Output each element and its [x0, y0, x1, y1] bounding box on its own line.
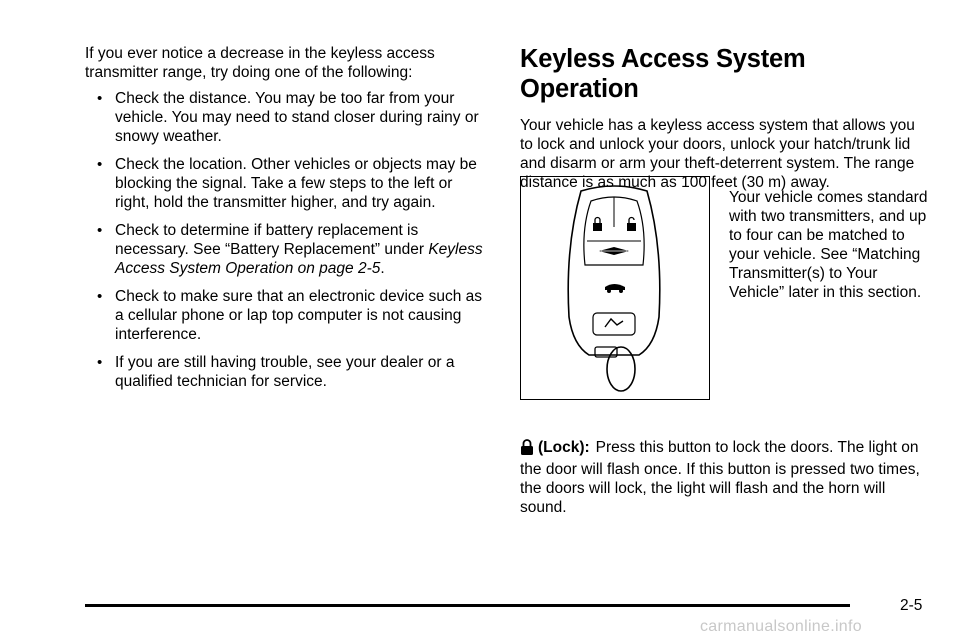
list-item [85, 155, 485, 212]
list-item [85, 89, 485, 146]
list-item [85, 287, 485, 344]
lock-icon [593, 218, 602, 232]
troubleshooting-list [85, 89, 485, 391]
range-intro: If you ever notice a decrease in the keyless access transmitter range, try doing one of the following: [85, 45, 435, 81]
panic-button-icon [605, 319, 623, 327]
key-fob-figure [520, 176, 710, 400]
bullet-text: Check to determine if battery replacement is necessary. See “Battery Replacement” under [115, 222, 425, 258]
lock-label: (Lock): [538, 438, 590, 456]
lock-icon [520, 439, 534, 460]
section-intro: Your vehicle has a keyless access system that allows you to lock and unlock your doors, unlock your hatch/trunk lid and disarm or arm your theft-deterrent system. The range distance is as much as 100 feet (30 m) away. [520, 117, 915, 191]
bullet-icon: • [97, 288, 103, 305]
lock-text: Press this button to lock the doors. The light on the door will flash once. If this button is pressed two times, the doors will lock, the light will flash and the horn will sound. [520, 438, 920, 516]
bullet-text: If you are still having trouble, see your dealer or a qualified technician for service. [115, 354, 455, 390]
left-column [85, 44, 485, 400]
list-item [85, 353, 485, 391]
key-ring-icon [607, 347, 635, 391]
trunk-button-icon [605, 284, 625, 293]
list-item [85, 221, 485, 278]
bullet-text: Check the distance. You may be too far from your vehicle. You may need to stand closer during rainy or snowy weather. [115, 90, 479, 145]
page-number: 2-5 [900, 597, 923, 614]
section-heading: Keyless Access System Operation [520, 45, 806, 103]
watermark: carmanualsonline.info [700, 618, 862, 635]
lock-button-description [520, 438, 930, 517]
panic-button-outline [593, 313, 635, 335]
bullet-text: Check to make sure that an electronic device such as a cellular phone or lap top computer is not causing interference. [115, 288, 483, 343]
page-reference-link[interactable]: Keyless Access System Operation on page 2-5 [115, 241, 483, 277]
unlock-icon [627, 218, 636, 232]
key-fob-illustration [521, 177, 708, 398]
emblem-icon [599, 247, 629, 255]
footer-divider [85, 604, 850, 607]
figure-caption: Your vehicle comes standard with two transmitters, and up to four can be matched to your vehicle. See “Matching Transmitter(s) to Your Vehicle” later in this section. [729, 188, 928, 301]
bullet-icon: • [97, 222, 103, 239]
bullet-text: Check the location. Other vehicles or objects may be blocking the signal. Take a few steps to the left or right, hold the transmitter higher, and try again. [115, 156, 477, 211]
bullet-icon: • [97, 354, 103, 371]
bullet-text-end: . [380, 260, 385, 277]
right-column [520, 44, 930, 516]
bullet-icon: • [97, 156, 103, 173]
bullet-icon: • [97, 90, 103, 107]
